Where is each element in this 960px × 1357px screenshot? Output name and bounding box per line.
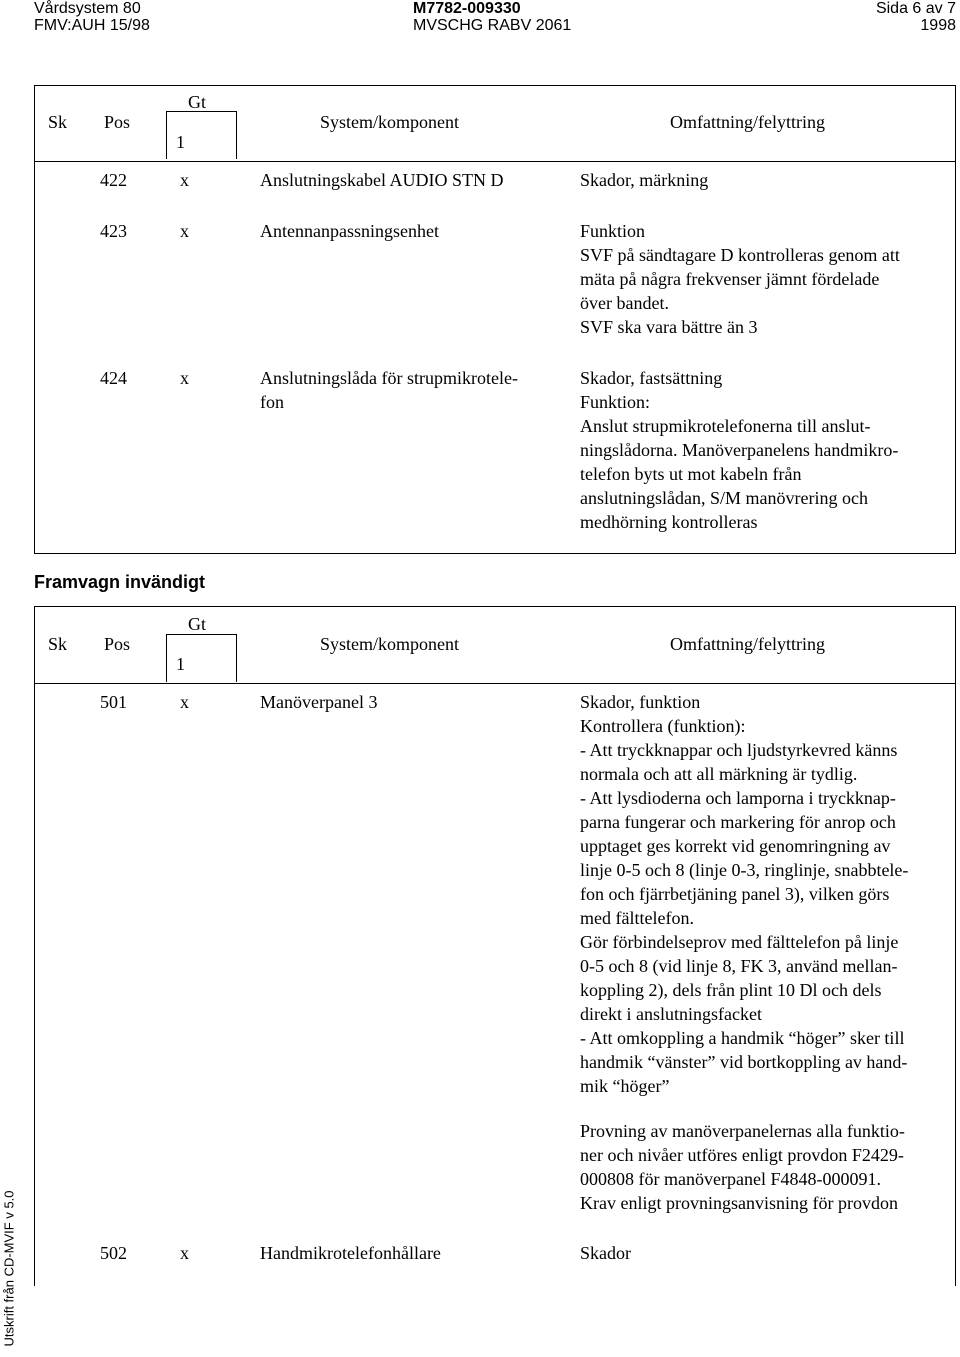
header-left-line1: Vårdsystem 80 (34, 0, 141, 17)
row-system: Anslutningskabel AUDIO STN D (260, 170, 504, 190)
desc-line: - Att lysdioderna och lamporna i tryckknap- (580, 788, 896, 808)
desc-line: parna fungerar och markering för anrop och (580, 812, 896, 832)
col-header-gt-sub: 1 (176, 132, 185, 152)
desc-line: Skador, märkning (580, 170, 709, 190)
row-pos: 502 (100, 1243, 127, 1263)
table2-right-border (955, 606, 956, 1286)
col-header-gt: Gt (188, 614, 206, 634)
desc-line: koppling 2), dels från plint 10 Dl och dels (580, 980, 882, 1000)
desc-line: SVF ska vara bättre än 3 (580, 317, 758, 337)
col-header-gt-sub: 1 (176, 654, 185, 674)
row-gt: x (180, 692, 189, 712)
row-gt: x (180, 368, 189, 388)
col-header-omfattning: Omfattning/felyttring (670, 112, 825, 132)
desc-line: över bandet. (580, 293, 669, 313)
desc-line: ningslådorna. Manöverpanelens handmikro- (580, 440, 899, 460)
desc-line: telefon byts ut mot kabeln från (580, 464, 802, 484)
desc-line: Provning av manöverpanelernas alla funktio- (580, 1121, 905, 1141)
print-source-label: Utskrift från CD-MVIF v 5.0 (1, 1190, 17, 1347)
desc-line: normala och att all märkning är tydlig. (580, 764, 858, 784)
table1-left-border (34, 85, 35, 554)
desc-line: Gör förbindelseprov med fälttelefon på linje (580, 932, 899, 952)
table1-bottom-border (34, 553, 956, 554)
col-header-omfattning: Omfattning/felyttring (670, 634, 825, 654)
row-gt: x (180, 221, 189, 241)
row-pos: 501 (100, 692, 127, 712)
table1-top-border (34, 85, 956, 86)
row-description (580, 366, 955, 534)
desc-line: - Att omkoppling a handmik “höger” sker till (580, 1028, 905, 1048)
desc-line: Skador, fastsättning (580, 368, 723, 388)
row-system-cont: fon (260, 392, 284, 412)
desc-line: ner och nivåer utföres enligt provdon F2429- (580, 1145, 904, 1165)
desc-line: SVF på sändtagare D kontrolleras genom att (580, 245, 900, 265)
desc-line: Funktion: (580, 392, 651, 412)
header-center-line1: M7782-009330 (413, 0, 521, 17)
desc-line: upptaget ges korrekt vid genomringning av (580, 836, 891, 856)
desc-line: 0-5 och 8 (vid linje 8, FK 3, använd mellan- (580, 956, 898, 976)
table2-gt-divider (166, 634, 167, 682)
table1-gt-divider (236, 111, 237, 159)
row-pos: 422 (100, 170, 127, 190)
desc-line: mik “höger” (580, 1076, 670, 1096)
header-right-line1: Sida 6 av 7 (875, 0, 956, 17)
col-header-pos: Pos (104, 112, 131, 132)
desc-line: Anslut strupmikrotelefonerna till anslut- (580, 416, 871, 436)
desc-line: Skador, funktion (580, 692, 701, 712)
row-system: Handmikrotelefonhållare (260, 1243, 441, 1263)
row-description (580, 1241, 955, 1265)
col-header-pos: Pos (104, 634, 131, 654)
desc-line: medhörning kontrolleras (580, 512, 758, 532)
row-gt: x (180, 1243, 189, 1263)
row-pos: 423 (100, 221, 127, 241)
header-right-line2: 1998 (920, 17, 956, 34)
table1-right-border (955, 85, 956, 554)
desc-line: Skador (580, 1243, 631, 1263)
row-description (580, 690, 955, 1098)
table2-header-divider (34, 683, 956, 684)
desc-line: Funktion (580, 221, 646, 241)
row-system: Anslutningslåda för strupmikrotele- (260, 368, 518, 388)
table2-left-border (34, 606, 35, 1286)
desc-line: linje 0-5 och 8 (linje 0-3, ringlinje, snabbtele- (580, 860, 909, 880)
desc-line: mäta på några frekvenser jämnt fördelade (580, 269, 880, 289)
row-description (580, 219, 955, 339)
table1-gt-divider (166, 111, 167, 159)
desc-line: anslutningslådan, S/M manövrering och (580, 488, 868, 508)
table2-gt-divider (236, 634, 237, 682)
header-left-line2: FMV:AUH 15/98 (34, 17, 150, 34)
row-system: Manöverpanel 3 (260, 692, 378, 712)
desc-line: - Att tryckknappar och ljudstyrkevred känns (580, 740, 898, 760)
desc-line: handmik “vänster” vid bortkoppling av hand- (580, 1052, 908, 1072)
table1-header-divider (34, 161, 956, 162)
table2-top-border (34, 606, 956, 607)
col-header-system: System/komponent (320, 634, 459, 654)
desc-line: fon och fjärrbetjäning panel 3), vilken görs (580, 884, 890, 904)
row-description (580, 168, 955, 192)
col-header-gt: Gt (188, 92, 206, 112)
desc-line: direkt i anslutningsfacket (580, 1004, 762, 1024)
desc-line: Krav enligt provningsanvisning för provdon (580, 1193, 898, 1213)
row-gt: x (180, 170, 189, 190)
row-system: Antennanpassningsenhet (260, 221, 439, 241)
desc-line: 000808 för manöverpanel F4848-000091. (580, 1169, 881, 1189)
section-title: Framvagn invändigt (34, 572, 206, 592)
col-header-sk: Sk (48, 112, 68, 132)
desc-line: Kontrollera (funktion): (580, 716, 746, 736)
col-header-sk: Sk (48, 634, 68, 654)
provning-note (580, 1119, 955, 1215)
desc-line: med fälttelefon. (580, 908, 694, 928)
header-center-line2: MVSCHG RABV 2061 (413, 17, 572, 34)
row-pos: 424 (100, 368, 127, 388)
col-header-system: System/komponent (320, 112, 459, 132)
